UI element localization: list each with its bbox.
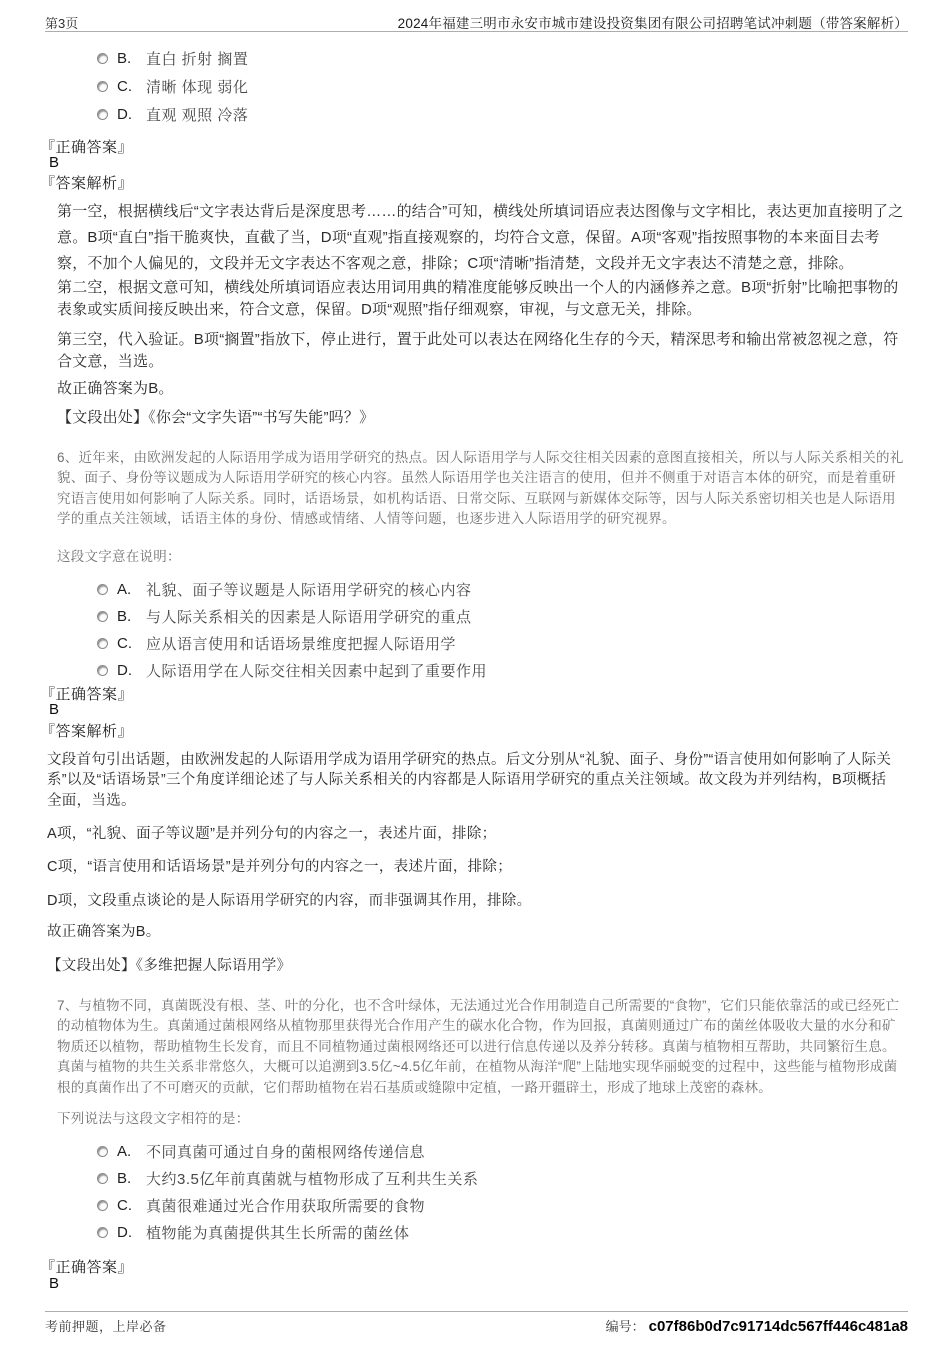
question7-options <box>45 1138 908 1246</box>
option-letter: A. <box>117 581 132 598</box>
page-header <box>45 12 908 32</box>
option-text: 人际语用学在人际交往相关因素中起到了重要作用 <box>146 663 488 680</box>
option-text: 不同真菌可通过自身的菌根网络传递信息 <box>146 1144 426 1161</box>
analysis-paragraph: 文段首句引出话题，由欧洲发起的人际语用学成为语用学研究的热点。后文分别从“礼貌、面子、身份”“语言使用如何影响了人际关系”以及“话语场景”三个角度详细论述了与人际关系相关的内容都是人际语用学研究的重点关注领域。故文段为并列结构，B项概括全面，当选。 <box>47 752 892 809</box>
question7-stem: 7、与植物不同，真菌既没有根、茎、叶的分化，也不含叶绿体，无法通过光合作用制造自己所需要的“食物”，它们只能依靠活的或已经死亡的动植物体为生。真菌通过菌根网络从植物那里获得光合作用产生的碳水化合物，作为回报，真菌则通过广布的菌丝体吸收大量的水分和矿物质还以植物，帮助植物生长发育，而且不同植物通过菌根网络还可以进行信息传递以及养分转移。真菌与植物相互帮助，共同繁衍生息。真菌与植物的共生关系非常悠久，大概可以追溯到3.5亿~4.5亿年前，在植物从海洋“爬”上陆地实现华丽蜕变的过程中，这些能与植物形成菌根的真菌作出了不可磨灭的贡献，它们帮助植物在岩石基质或缝隙中定植，一路开疆辟土，形成了地球上茂密的森林。 <box>57 998 900 1095</box>
radio-button[interactable] <box>97 611 108 622</box>
option-row-c[interactable] <box>45 630 908 657</box>
correct-answer-label: 『正确答案』 <box>40 1259 134 1276</box>
option-text: 直观 观照 冷落 <box>146 106 249 124</box>
option-row-a[interactable] <box>45 1138 908 1165</box>
option-text: 植物能为真菌提供其生长所需的菌丝体 <box>146 1225 410 1242</box>
option-text: 礼貌、面子等议题是人际语用学研究的核心内容 <box>146 582 472 599</box>
radio-button[interactable] <box>97 1173 108 1184</box>
correct-answer-label: 『正确答案』 <box>40 139 134 156</box>
option-row-d[interactable] <box>45 657 908 684</box>
option-letter: D. <box>117 105 132 123</box>
option-row-a[interactable] <box>45 576 908 603</box>
option-letter: D. <box>117 662 132 679</box>
passage-source: 【文段出处】《你会“文字失语”“书写失能”吗？》 <box>57 409 375 426</box>
option-row-d[interactable] <box>45 1219 908 1246</box>
radio-button[interactable] <box>97 1146 108 1157</box>
analysis-conclusion: 故正确答案为B。 <box>47 924 161 940</box>
radio-button[interactable] <box>97 638 108 649</box>
radio-button[interactable] <box>97 109 108 120</box>
option-letter: D. <box>117 1224 132 1241</box>
question6-options <box>45 576 908 684</box>
question5-options <box>45 44 908 128</box>
option-row-b[interactable] <box>45 1165 908 1192</box>
analysis-label: 『答案解析』 <box>40 723 134 740</box>
radio-button[interactable] <box>97 53 108 64</box>
option-text: 应从语言使用和话语场景维度把握人际语用学 <box>146 636 457 653</box>
option-letter: B. <box>117 608 132 625</box>
option-letter: C. <box>117 635 132 652</box>
number-value: c07f86b0d7c91714dc567ff446c481a8 <box>648 1318 908 1335</box>
radio-button[interactable] <box>97 1227 108 1238</box>
option-text: 直白 折射 搁置 <box>146 50 249 68</box>
question7-prompt: 下列说法与这段文字相符的是： <box>57 1111 250 1126</box>
option-row-b[interactable] <box>45 44 908 72</box>
analysis-paragraph: 第二空，根据文意可知，横线处所填词语应表达用词用典的精准度能够反映出一个人的内涵修养之意。B项“折射”比喻把事物的表象或实质间接反映出来，符合文意，保留。D项“观照”指仔细观察，审视，与文意无关，排除。 <box>57 279 899 318</box>
option-row-c[interactable] <box>45 72 908 100</box>
option-row-c[interactable] <box>45 1192 908 1219</box>
analysis-paragraph: A项，“礼貌、面子等议题”是并列分句的内容之一，表述片面，排除； <box>47 826 497 842</box>
option-letter: C. <box>117 1197 132 1214</box>
analysis-label: 『答案解析』 <box>40 175 134 192</box>
radio-button[interactable] <box>97 584 108 595</box>
page-number: 第3页 <box>45 16 79 31</box>
analysis-paragraph: 第三空，代入验证。B项“搁置”指放下，停止进行，置于此处可以表达在网络化生存的今天，精深思考和输出常被忽视之意，符合文意，当选。 <box>57 331 899 370</box>
option-text: 与人际关系相关的因素是人际语用学研究的重点 <box>146 609 472 626</box>
option-row-d[interactable] <box>45 100 908 128</box>
analysis-paragraph: C项，“语言使用和话语场景”是并列分句的内容之一，表述片面，排除； <box>47 859 513 875</box>
correct-answer-label: 『正确答案』 <box>40 686 134 703</box>
correct-answer-value: B <box>49 154 60 171</box>
document-title: 2024年福建三明市永安市城市建设投资集团有限公司招聘笔试冲刺题（带答案解析） <box>397 16 908 31</box>
passage-source: 【文段出处】《多维把握人际语用学》 <box>47 958 292 974</box>
analysis-paragraph: D项，文段重点谈论的是人际语用学研究的内容，而非强调其作用，排除。 <box>47 893 532 909</box>
radio-button[interactable] <box>97 81 108 92</box>
option-text: 真菌很难通过光合作用获取所需要的食物 <box>146 1198 426 1215</box>
option-text: 清晰 体现 弱化 <box>146 78 249 96</box>
header-divider <box>45 31 908 32</box>
option-letter: C. <box>117 77 132 95</box>
footer-divider <box>45 1311 908 1312</box>
radio-button[interactable] <box>97 1200 108 1211</box>
question6-prompt: 这段文字意在说明： <box>57 549 181 564</box>
option-letter: B. <box>117 49 132 67</box>
page-footer <box>45 1316 908 1335</box>
correct-answer-value: B <box>49 701 60 718</box>
radio-button[interactable] <box>97 665 108 676</box>
correct-answer-value: B <box>49 1275 60 1292</box>
analysis-conclusion: 故正确答案为B。 <box>57 380 174 397</box>
option-letter: A. <box>117 1143 132 1160</box>
option-row-b[interactable] <box>45 603 908 630</box>
option-letter: B. <box>117 1170 132 1187</box>
option-text: 大约3.5亿年前真菌就与植物形成了互利共生关系 <box>146 1171 479 1188</box>
analysis-paragraph: 第一空，根据横线后“文字表达背后是深度思考……的结合”可知，横线处所填词语应表达图像与文字相比，表达更加直接明了之意。B项“直白”指干脆爽快，直截了当，D项“直观”指直接观察的，均符合文意，保留。A项“客观”指按照事物的本来面目去考察，不加个人偏见的，文段并无文字表达不客观之意，排除；C项“清晰”指清楚，文段并无文字表达不清楚之意，排除。 <box>57 203 904 272</box>
question6-stem: 6、近年来，由欧洲发起的人际语用学成为语用学研究的热点。因人际语用学与人际交往相关因素的意图直接相关，所以与人际关系相关的礼貌、面子、身份等议题成为人际语用学研究的核心内容。虽然人际语用学也关注语言的使用，但并不侧重于对语言本体的研究，而是着重研究语言使用如何影响了人际关系。同时，话语场景，如机构话语、日常交际、互联网与新媒体交际等，因与人际关系密切相关也是人际语用学的重点关注领域，话语主体的身份、情感或情绪、人情等问题，也逐步进入人际语用学的研究视界。 <box>57 450 904 527</box>
footer-slogan: 考前押题，上岸必备 <box>45 1319 167 1334</box>
footer-number <box>606 1316 908 1335</box>
number-label: 编号： <box>605 1319 645 1334</box>
